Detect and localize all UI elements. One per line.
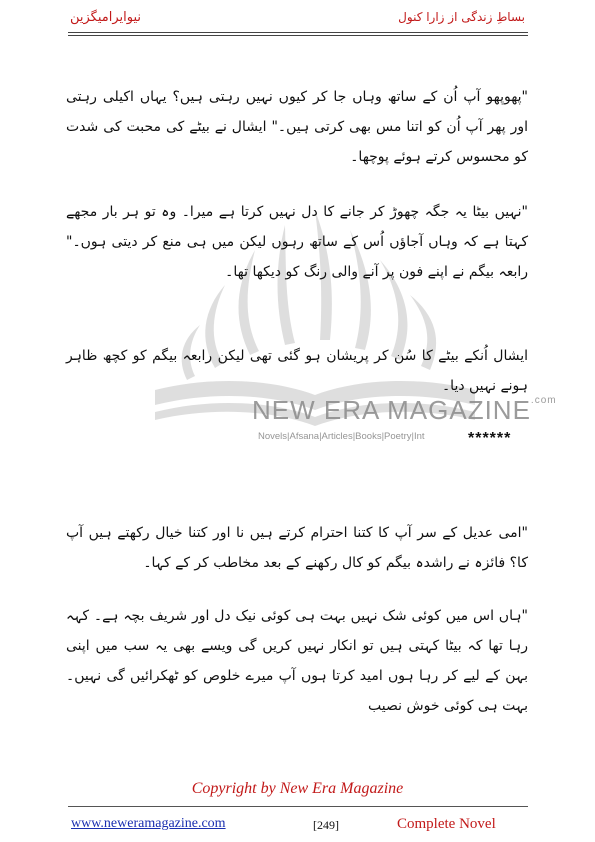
magazine-name: نیوایرامیگزین	[70, 10, 142, 25]
paragraph: ایشال اُنکے بیٹے کا سُن کر پریشان ہو گئی تھی لیکن رابعہ بیگم کو کچھ ظاہر ہونے نہیں دیا۔	[66, 348, 528, 394]
watermark-subtitle: Novels|Afsana|Articles|Books|Poetry|Int	[258, 431, 425, 442]
copyright-notice: Copyright by New Era Magazine	[191, 780, 404, 797]
watermark-title: NEW ERA $MAGAZINE^{.com}$	[252, 395, 557, 425]
paragraph: "امی عدیل کے سر آپ کا کتنا احترام کرتے ہیں نا اور کتنا خیال رکھتے ہیں آپ کا؟ فائزہ نے راشدہ بیگم کو کال رکھنے کے بعد مخاطب کر کے کہا۔	[66, 525, 528, 571]
story-title: بساطِ زندگی از زارا کنول	[398, 10, 525, 24]
paragraph: "ہاں اس میں کوئی شک نہیں بہت ہی کوئی نیک دل اور شریف بچہ ہے۔ کہہ رہا تھا کہ بیٹا کہتی ہیں تو انکار نہیں کریں گی ویسے بھی یہ سب میں اپنی بہن کے لیے کر رہا ہوں امید کرتا ہوں آپ میرے خلوص کو ٹھکرائیں گی نہیں۔ بہت ہی کوئی خوش نصیب	[66, 608, 528, 714]
header-divider	[68, 35, 528, 36]
paragraph: "نہیں بیٹا یہ جگہ چھوڑ کر جانے کا دل نہیں کرتا ہے میرا۔ وہ تو ہر بار مجھے کہتا ہے کہ وہاں آجاؤں اُس کے ساتھ رہوں لیکن میں ہی منع کر دیتی ہوں۔" رابعہ بیگم نے اپنے فون پر آنے والی رنگ کو دیکھا تھا۔	[66, 204, 528, 280]
paragraph: "پھوپھو آپ اُن کے ساتھ وہاں جا کر کیوں نہیں رہتی ہیں؟ یہاں اکیلی رہتی اور پھر آپ اُن کو اتنا مس بھی کرتی ہیں۔" ایشال نے بیٹے کی محبت کی شدت کو محسوس کرتے ہوئے پوچھا۔	[66, 89, 528, 165]
footer-divider	[68, 806, 528, 807]
header-divider	[68, 32, 528, 33]
watermark-domain: .com	[530, 395, 557, 406]
section-separator: ******	[468, 430, 512, 447]
page-number: [249]	[313, 818, 339, 832]
page-header	[0, 0, 595, 40]
footer-label: Complete Novel	[397, 816, 496, 832]
website-link[interactable]: www.neweramagazine.com	[71, 816, 226, 831]
